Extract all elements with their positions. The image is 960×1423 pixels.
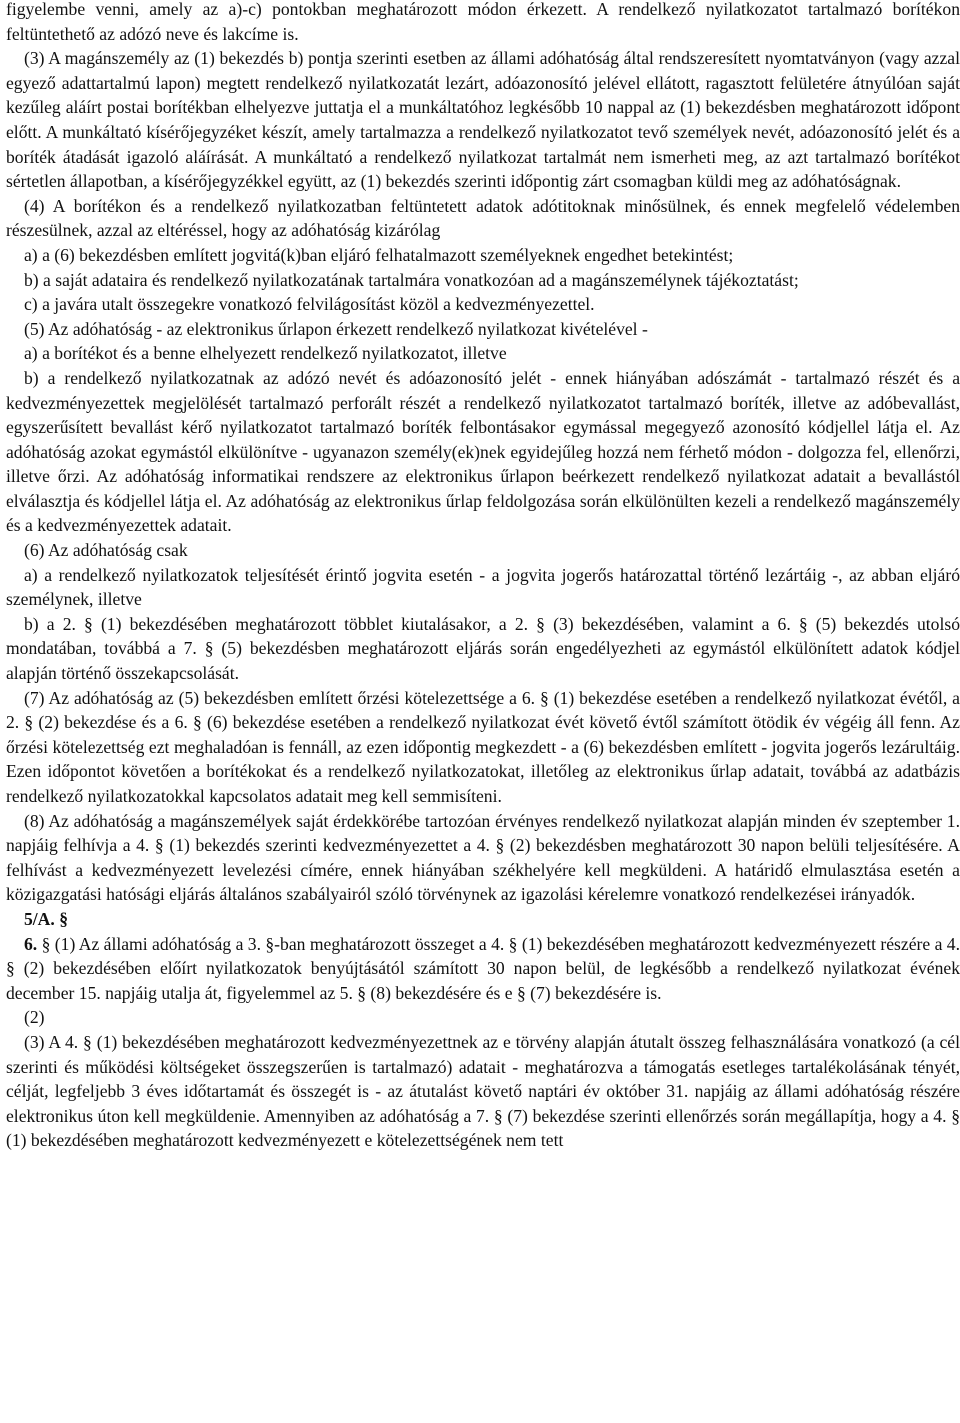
paragraph-section-5-a: a) a borítékot és a benne elhelyezett rendelkező nyilatkozatot, illetve — [24, 343, 507, 364]
paragraph-section-4: (4) A borítékon és a rendelkező nyilatkozatban feltüntetett adatok adótitoknak minősülnek, és ennek megfelelő védelemben részesülnek, azzal az eltéréssel, hogy az adóhatóság kizárólag — [6, 195, 960, 241]
paragraph-section-5: (5) Az adóhatóság - az elektronikus űrlapon érkezett rendelkező nyilatkozat kivételével - — [24, 318, 648, 339]
section-heading-5a: 5/A. § — [24, 908, 68, 929]
paragraph-section-4-c: c) a javára utalt összegekre vonatkozó felvilágosítást közöl a kedvezményezettel. — [24, 294, 595, 315]
section-number-6: 6. — [24, 933, 38, 954]
paragraph-6-section-3: (3) A 4. § (1) bekezdésében meghatározott kedvezményezettnek az e törvény alapján átutalt összeg felhasználására vonatkozó (a cél szerinti és működési költségeket összegszerűen is tartalmazó) adatait - meghatározva a támogatás esetleges tartalékolásának tényét, célját, legfeljebb 3 éves időtartamát és összegét is - az átutalást követő naptári év október 31. napjáig az állami adóhatóság részére elektronikus úton kell megküldenie. Amennyiben az adóhatóság a 7. § (7) bekezdése szerinti ellenőrzés során megállapítja, hogy a 4. § (1) bekezdésében meghatározott kedvezményezett e kötelezettségének nem tett — [6, 1031, 960, 1151]
paragraph-6-section-2: (2) — [24, 1007, 45, 1028]
paragraph-section-4-b: b) a saját adataira és rendelkező nyilatkozatának tartalmára vonatkozóan ad a magánszemélynek tájékoztatást; — [24, 269, 799, 290]
paragraph-section-7: (7) Az adóhatóság az (5) bekezdésben említett őrzési kötelezettsége a 6. § (1) bekezdése esetében a rendelkező nyilatkozat évétől, a 2. § (2) bekezdése és a 6. § (6) bekezdése esetében a rendelkező nyilatkozat évét követő évtől számított ötödik év végéig áll fenn. Az őrzési kötelezettség ezt meghaladóan is fennáll, az ezen időpontig megkezdett - a (6) bekezdésben említett - jogvita jogerős lezárultáig. Ezen időpontot követően a borítékokat és a rendelkező nyilatkozatokat, illetőleg az elektronikus űrlap adatait, továbbá az adatbázis rendelkező nyilatkozatokkal kapcsolatos adatait meg kell semmisíteni. — [6, 687, 960, 806]
paragraph-section-6: (6) Az adóhatóság csak — [24, 540, 188, 561]
paragraph-section-4-a: a) a (6) bekezdésben említett jogvitá(k)ban eljáró felhatalmazott személyeknek engedhet betekintést; — [24, 244, 734, 265]
paragraph-section-6-b: b) a 2. § (1) bekezdésében meghatározott többlet kiutalásakor, a 2. § (3) bekezdésében, valamint a 6. § (5) bekezdés utolsó mondatában, továbbá a 7. § (5) bekezdésben meghatározott eljárás során engedélyezheti az egymástól elkülönített adatok kódjel alapján történő összekapcsolását. — [6, 613, 960, 684]
paragraph-section-6-a: a) a rendelkező nyilatkozatok teljesítését érintő jogvita esetén - a jogvita jogerős határozattal történő lezártáig -, az abban eljáró személynek, illetve — [6, 564, 960, 610]
document-page — [6, 0, 960, 1153]
paragraph-6-section-1 — [6, 932, 960, 1006]
paragraph-section-3: (3) A magánszemély az (1) bekezdés b) pontja szerinti esetben az állami adóhatóság által rendszeresített nyomtatványon (vagy azzal egyező adattartalmú lapon) megtett rendelkező nyilatkozatát lezárt, adóazonosító jelével ellátott, ragasztott felületére átnyúlóan saját kezűleg aláírt postai borítékban elhelyezve juttatja el a munkáltatóhoz legkésőbb 10 nappal az (1) bekezdésben meghatározott időpont előtt. A munkáltató kísérőjegyzéket készít, amely tartalmazza a rendelkező nyilatkozatot tevő személyek nevét, adóazonosító jelét és a boríték átadását igazoló aláírását. A munkáltató a rendelkező nyilatkozat tartalmát nem ismerheti meg, az azt tartalmazó borítékot sértetlen állapotban, a kísérőjegyzékkel együtt, az (1) bekezdés szerinti időpontig zárt csomagban küldi meg az adóhatóságnak. — [6, 48, 960, 192]
paragraph-intro: figyelembe venni, amely az a)-c) pontokban meghatározott módon érkezett. A rendelkező nyilatkozatot tartalmazó borítékon feltüntethető az adózó neve és lakcíme is. — [6, 0, 960, 44]
paragraph-section-5-b: b) a rendelkező nyilatkozatnak az adózó nevét és adóazonosító jelét - ennek hiányában adószámát - tartalmazó részét és a kedvezményezettek megjelölését tartalmazó perforált részét a rendelkező nyilatkozatot tartalmazó boríték, illetve az adóbevallást, egyszerűsített bevallást kérő nyilatkozatot tartalmazó boríték felbontásakor egymással megegyező azonosító kódjellel látja el. Az adóhatóság azokat egymástól elkülönítve - ugyanazon személy(ek)nek egyidejűleg hozzá nem férhető módon - dolgozza fel, ellenőrzi, illetve őrzi. Az adóhatóság informatikai rendszere az elektronikus űrlapon beérkezett rendelkező nyilatkozat adatait a bevallástól elválasztja és kódjellel látja el. Az adóhatóság az elektronikus űrlap feldolgozása során elkülönülten kezeli a rendelkező magánszemély és a kedvezményezettek adatait. — [6, 367, 960, 536]
paragraph-section-8: (8) Az adóhatóság a magánszemélyek saját érdekkörébe tartozóan érvényes rendelkező nyilatkozat alapján minden év szeptember 1. napjáig felhívja a 4. § (1) bekezdés szerinti kedvezményezettet a 4. § (2) bekezdésben meghatározott 30 napon belüli teljesítésére. A felhívást a kedvezményezett levelezési címére, ennek hiányában székhelyére kell megküldeni. A határidő elmulasztása esetén a közigazgatási hatósági eljárás általános szabályairól szóló törvénynek az igazolási kérelemre vonatkozó rendelkezései irányadók. — [6, 810, 960, 905]
paragraph-6-section-1-text: § (1) Az állami adóhatóság a 3. §-ban meghatározott összeget a 4. § (1) bekezdésében meghatározott kedvezményezett részére a 4. § (2) bekezdésében előírt nyilatkozatok benyújtásától számított 30 napon belül, de legkésőbb a rendelkező nyilatkozat évének december 15. napjáig utalja át, figyelemmel az 5. § (8) bekezdésére és e § (7) bekezdésére is. — [6, 933, 960, 1003]
